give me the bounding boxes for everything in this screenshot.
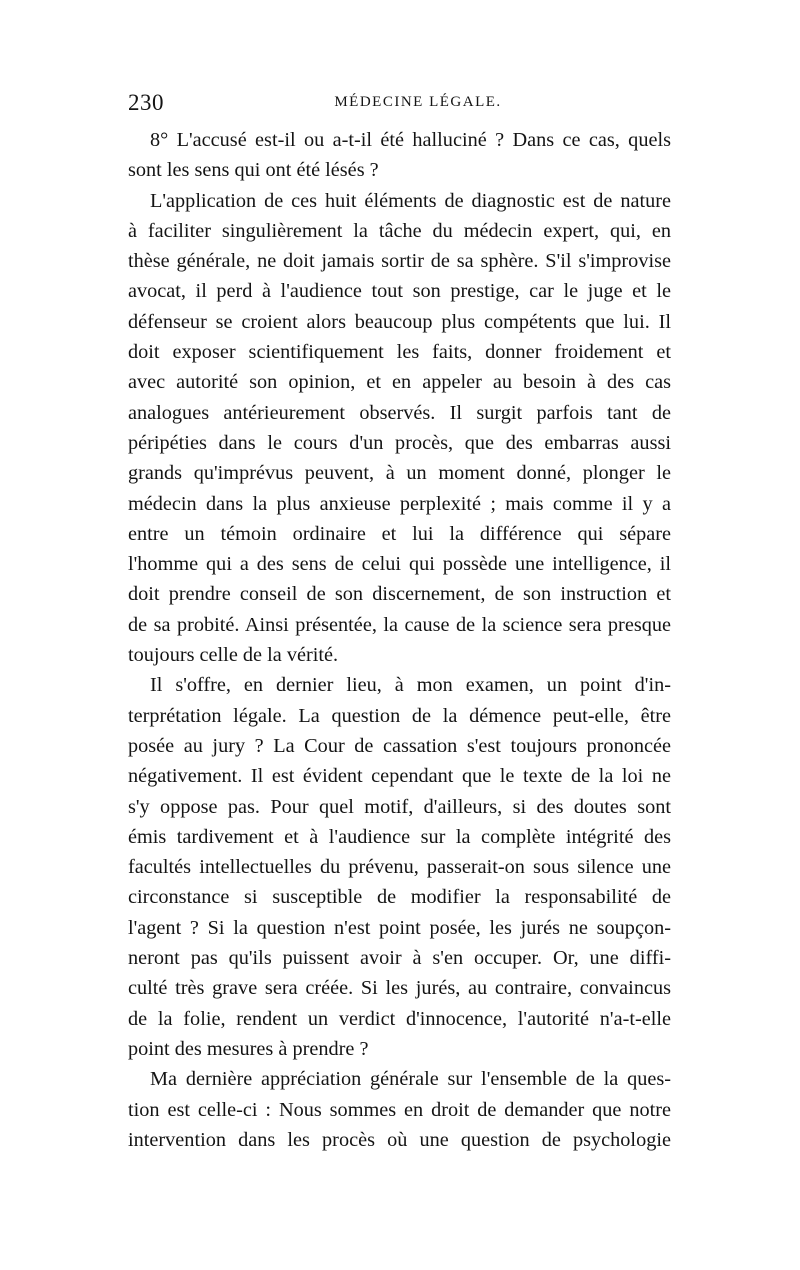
text-line: négativement. Il est évident cependant que le texte de la loi ne (128, 765, 671, 788)
text-line: intervention dans les procès où une question de psychologie (128, 1128, 671, 1151)
text-line: l'homme qui a des sens de celui qui possède une intelligence, il (128, 553, 671, 576)
text-line: grands qu'imprévus peuvent, à un moment donné, plonger le (128, 462, 671, 485)
running-title: MÉDECINE LÉGALE. (334, 94, 502, 110)
text-line: de la folie, rendent un verdict d'innocence, l'autorité n'a-t-elle (128, 1007, 671, 1030)
text-line: thèse générale, ne doit jamais sortir de sa sphère. S'il s'improvise (128, 250, 671, 273)
text-line: facultés intellectuelles du prévenu, passerait-on sous silence une (128, 856, 671, 879)
text-line: sont les sens qui ont été lésés ? (128, 159, 379, 182)
text-line: défenseur se croient alors beaucoup plus compétents que lui. Il (128, 310, 671, 333)
text-line: avocat, il perd à l'audience tout son prestige, car le juge et le (128, 280, 671, 303)
text-line: s'y oppose pas. Pour quel motif, d'ailleurs, si des doutes sont (128, 795, 671, 818)
text-line: à faciliter singulièrement la tâche du médecin expert, qui, en (128, 219, 671, 242)
text-line: culté très grave sera créée. Si les jurés, au contraire, convaincus (128, 977, 671, 1000)
text-line: doit prendre conseil de son discernement, de son instruction et (128, 583, 671, 606)
text-line: entre un témoin ordinaire et lui la différence qui sépare (128, 522, 671, 545)
text-line: posée au jury ? La Cour de cassation s'est toujours prononcée (128, 734, 671, 757)
text-line: tion est celle-ci : Nous sommes en droit de demander que notre (128, 1098, 671, 1121)
text-line: doit exposer scientifiquement les faits, donner froidement et (128, 341, 671, 364)
text-line: médecin dans la plus anxieuse perplexité ; mais comme il y a (128, 492, 671, 515)
page-number: 230 (128, 90, 164, 115)
text-line: analogues antérieurement observés. Il surgit parfois tant de (128, 401, 671, 424)
text-line: avec autorité son opinion, et en appeler au besoin à des cas (128, 371, 671, 394)
text-line: toujours celle de la vérité. (128, 644, 339, 667)
text-line: circonstance si susceptible de modifier la responsabilité de (128, 886, 671, 909)
page-header (128, 90, 668, 120)
text-line: émis tardivement et à l'audience sur la complète intégrité des (128, 825, 671, 848)
text-line: terprétation légale. La question de la démence peut-elle, être (128, 704, 671, 727)
text-line: de sa probité. Ainsi présentée, la cause de la science sera presque (128, 613, 671, 636)
text-line: l'agent ? Si la question n'est point posée, les jurés ne soupçon- (128, 916, 671, 939)
text-line: péripéties dans le cours d'un procès, que des embarras aussi (128, 431, 671, 454)
body-text (128, 125, 671, 1155)
text-line: neront pas qu'ils puissent avoir à s'en occuper. Or, une diffi- (128, 947, 671, 970)
text-line: L'application de ces huit éléments de diagnostic est de nature (150, 189, 671, 212)
text-line: Ma dernière appréciation générale sur l'ensemble de la ques- (150, 1068, 671, 1091)
text-line: Il s'offre, en dernier lieu, à mon examen, un point d'in- (150, 674, 671, 697)
text-line: 8° L'accusé est-il ou a-t-il été halluciné ? Dans ce cas, quels (150, 129, 671, 151)
text-line: point des mesures à prendre ? (128, 1037, 369, 1060)
